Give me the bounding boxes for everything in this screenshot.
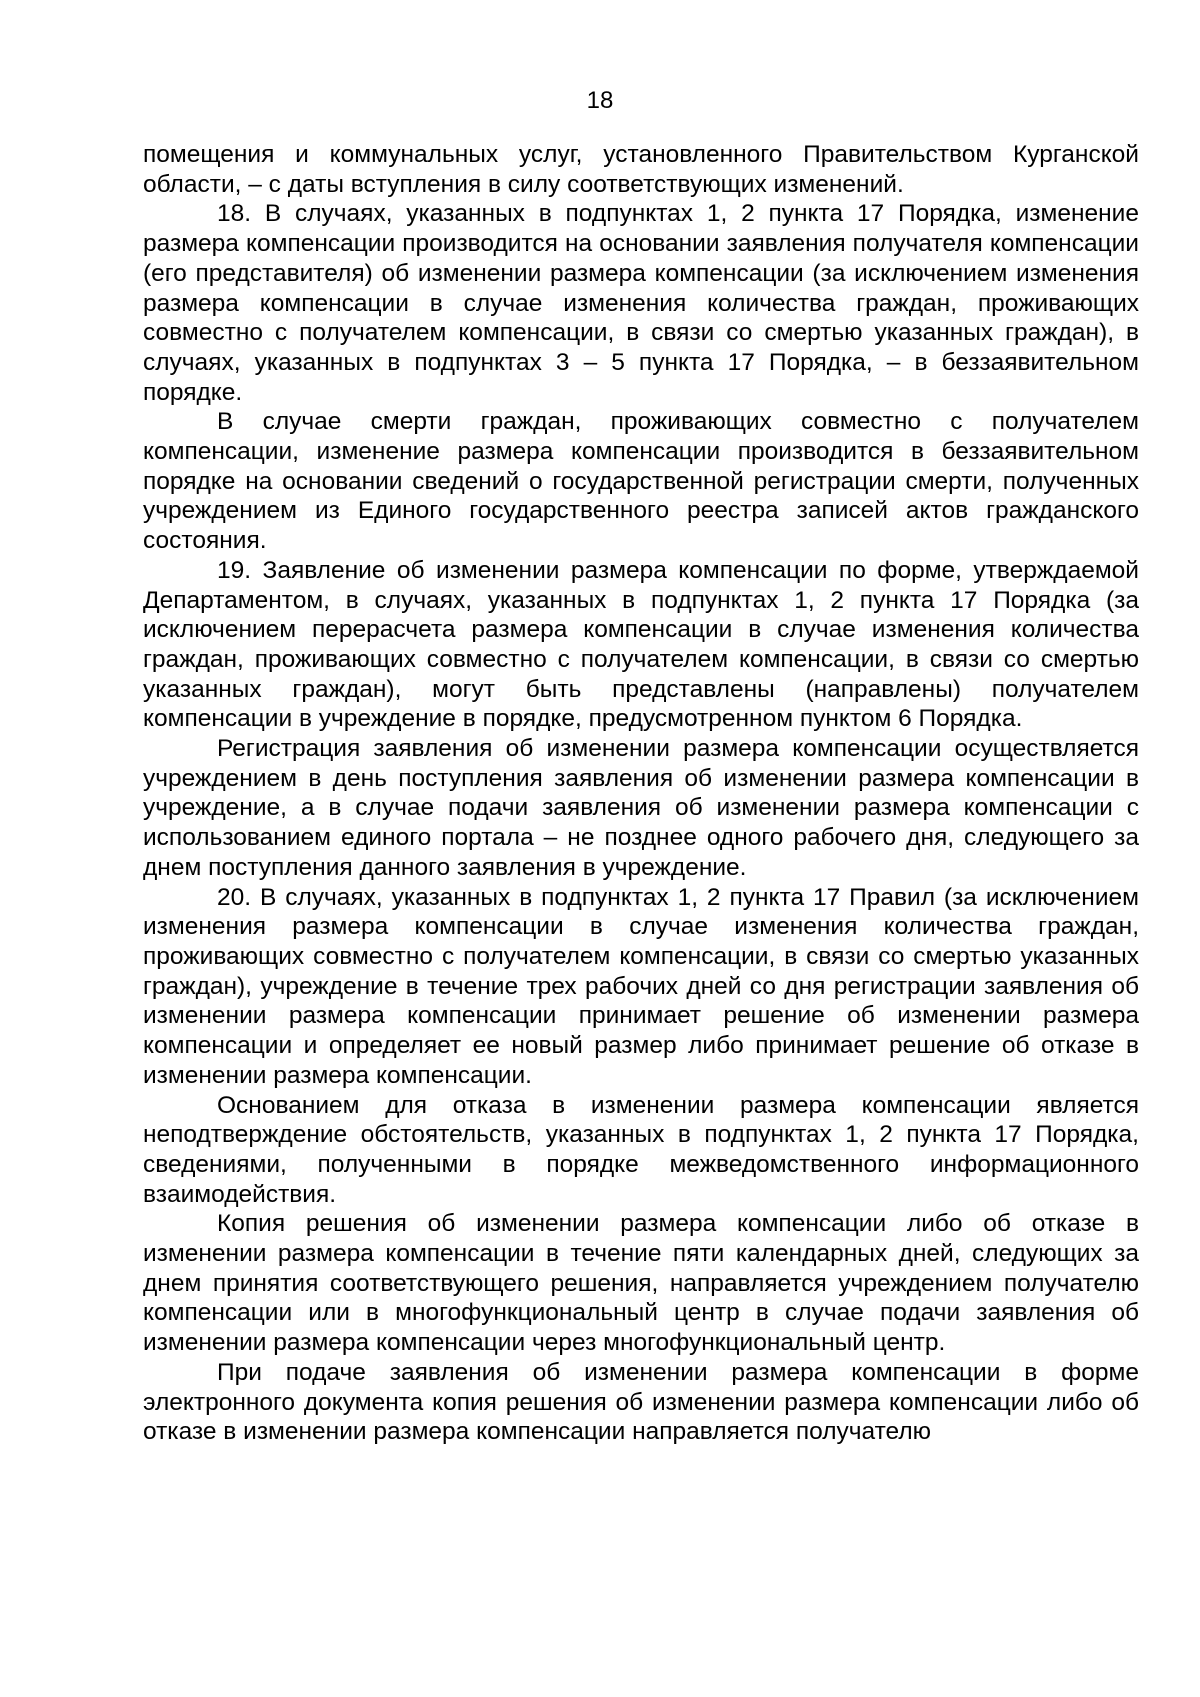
document-body: [143, 140, 1139, 1447]
paragraph: Основанием для отказа в изменении размера компенсации является неподтверждение обстоятельств, указанных в подпунктах 1, 2 пункта 17 Порядка, сведениями, полученными в порядке межведомственного информационного взаимодействия.: [143, 1091, 1139, 1208]
paragraph: Копия решения об изменении размера компенсации либо об отказе в изменении размера компенсации в течение пяти календарных дней, следующих за днем принятия соответствующего решения, направляется учреждением получателю компенсации или в многофункциональный центр в случае подачи заявления об изменении размера компенсации через многофункциональный центр.: [143, 1210, 1139, 1357]
paragraph-item-18: 18. В случаях, указанных в подпунктах 1, 2 пункта 17 Порядка, изменение размера компенсации производится на основании заявления получателя компенсации (его представителя) об изменении размера компенсации (за исключением изменения размера компенсации в случае изменения количества граждан, проживающих совместно с получателем компенсации, в связи со смертью указанных граждан), в случаях, указанных в подпунктах 3 – 5 пункта 17 Порядка, – в беззаявительном порядке.: [143, 200, 1139, 406]
paragraph-last: При подаче заявления об изменении размера компенсации в форме электронного документа копия решения об изменении размера компенсации либо об отказе в изменении размера компенсации направляется получателю: [143, 1358, 1139, 1446]
paragraph-item-20: 20. В случаях, указанных в подпунктах 1, 2 пункта 17 Правил (за исключением изменения размера компенсации в случае изменения количества граждан, проживающих совместно с получателем компенсации, в связи со смертью указанных граждан), учреждение в течение трех рабочих дней со дня регистрации заявления об изменении размера компенсации принимает решение об изменении размера компенсации и определяет ее новый размер либо принимает решение об отказе в изменении размера компенсации.: [143, 883, 1139, 1089]
paragraph-continuation: помещения и коммунальных услуг, установленного Правительством Курганской области, – с даты вступления в силу соответствующих изменений.: [143, 141, 1139, 198]
paragraph-item-19: 19. Заявление об изменении размера компенсации по форме, утверждаемой Департаментом, в случаях, указанных в подпунктах 1, 2 пункта 17 Порядка (за исключением перерасчета размера компенсации в случае изменения количества граждан, проживающих совместно с получателем компенсации, в связи со смертью указанных граждан), могут быть представлены (направлены) получателем компенсации в учреждение в порядке, предусмотренном пунктом 6 Порядка.: [143, 556, 1139, 733]
paragraph: В случае смерти граждан, проживающих совместно с получателем компенсации, изменение размера компенсации производится в беззаявительном порядке на основании сведений о государственной регистрации смерти, полученных учреждением из Единого государственного реестра записей актов гражданского состояния.: [143, 408, 1139, 555]
page-number: 18: [586, 87, 614, 114]
paragraph: Регистрация заявления об изменении размера компенсации осуществляется учреждением в день поступления заявления об изменении размера компенсации в учреждение, а в случае подачи заявления об изменении размера компенсации с использованием единого портала – не позднее одного рабочего дня, следующего за днем поступления данного заявления в учреждение.: [143, 735, 1139, 881]
